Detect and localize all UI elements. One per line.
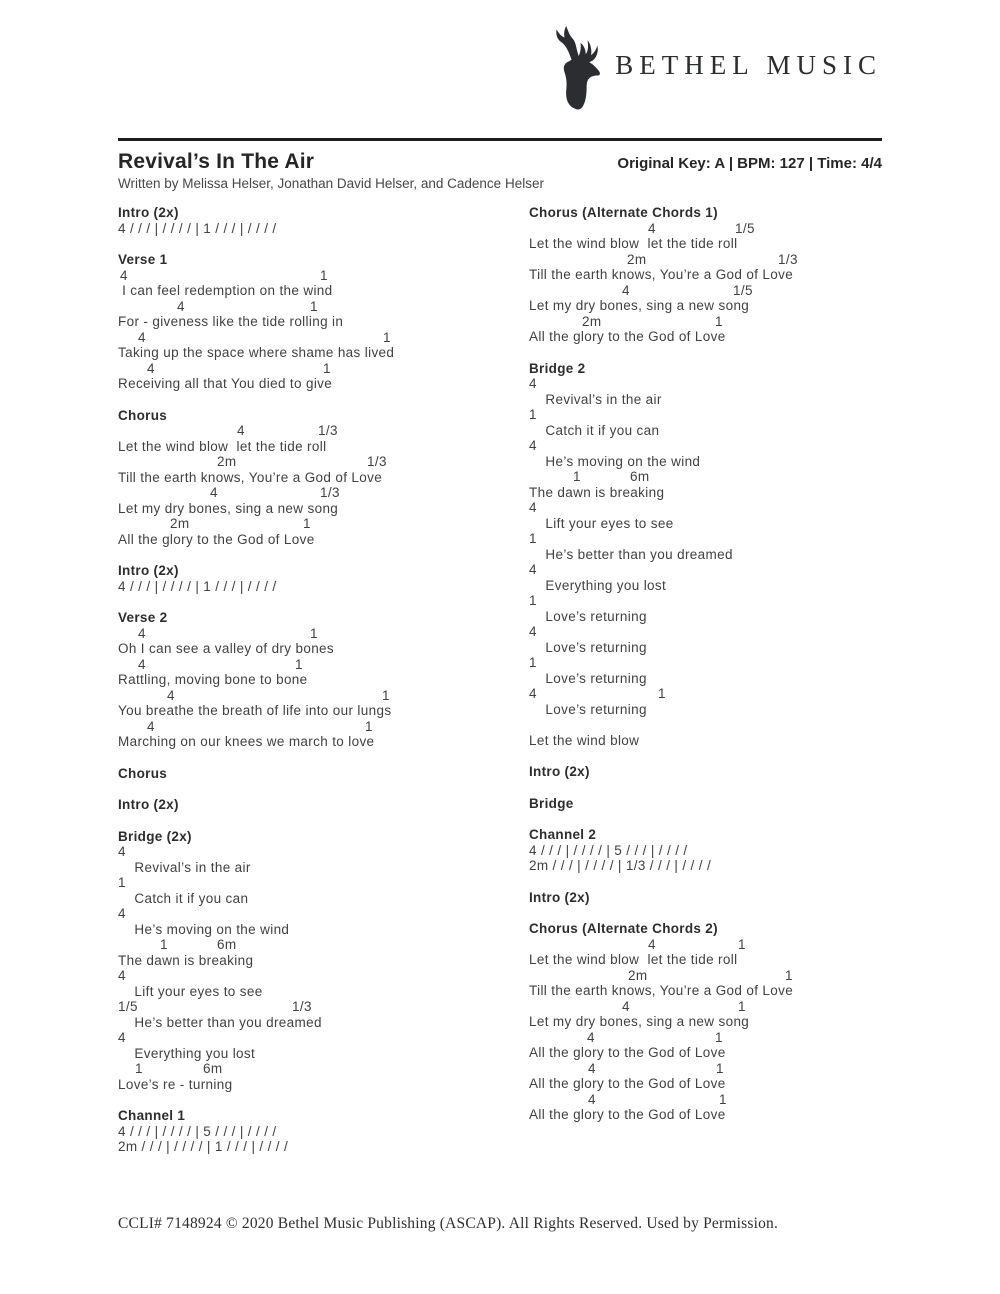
chord: 4: [237, 423, 245, 438]
song-section: [529, 764, 894, 780]
chord: 4: [529, 562, 537, 577]
chord-line: [118, 1061, 529, 1077]
chord-line: [529, 438, 894, 454]
chord: 4: [529, 438, 537, 453]
chord: 1/3: [320, 485, 340, 500]
lyric-line: Everything you lost: [118, 1045, 256, 1061]
chord: 4: [147, 360, 155, 376]
lyric-line: Love’s returning: [529, 639, 647, 655]
song-section: [529, 796, 894, 812]
pattern-line: 4 / / / | / / / / | 5 / / / | / / / /: [529, 842, 688, 858]
chord-line: [118, 1030, 529, 1046]
chord: 1: [382, 687, 390, 703]
song-section: [118, 610, 529, 750]
chord: 1/3: [778, 251, 798, 267]
section-title: Chorus (Alternate Chords 2): [529, 921, 718, 936]
chord: 4: [622, 282, 630, 298]
lyric-line: He’s better than you dreamed: [529, 546, 733, 562]
chord: 4: [648, 220, 656, 236]
chord: 2m: [627, 251, 647, 267]
lyric-line: He’s moving on the wind: [529, 453, 701, 469]
chord: 1: [529, 407, 537, 422]
chord-line: [529, 531, 894, 547]
section-title: Intro (2x): [529, 889, 590, 905]
lyric-line: Receiving all that You died to give: [118, 376, 333, 391]
chord: 1: [320, 267, 328, 283]
lyric-line: Let my dry bones, sing a new song: [529, 298, 750, 313]
lyric-line: Love’s re - turning: [118, 1076, 233, 1092]
chord: 4: [177, 298, 185, 314]
section-title: Channel 1: [118, 1108, 186, 1123]
chord: 1: [658, 686, 666, 701]
chord: 4: [587, 1029, 595, 1045]
section-title: Chorus: [118, 765, 168, 781]
lyric-line: All the glory to the God of Love: [118, 531, 315, 547]
lyric-line: Till the earth knows, You’re a God of Love: [529, 267, 794, 282]
chord-line: [118, 657, 529, 673]
chord: 4: [138, 329, 146, 345]
lyric-line: I can feel redemption on the wind: [118, 283, 333, 298]
chord: 1: [310, 625, 318, 641]
lyric-line: Till the earth knows, You’re a God of Love: [529, 983, 794, 998]
chord: 4: [118, 968, 126, 983]
song-section: [118, 1108, 529, 1155]
lyric-line: Marching on our knees we march to love: [118, 734, 375, 749]
chord-line: [118, 626, 529, 642]
chord: 1: [365, 718, 373, 734]
chord-line: [529, 500, 894, 516]
chord: 4: [588, 1091, 596, 1107]
chord: 4: [167, 687, 175, 703]
chord-line: [118, 719, 529, 735]
lyric-line: You breathe the breath of life into our lungs: [118, 703, 392, 718]
song-title: Revival’s In The Air: [118, 150, 315, 173]
lyric-line: All the glory to the God of Love: [529, 1107, 726, 1122]
chord-line: [118, 299, 529, 315]
chord-line: [118, 330, 529, 346]
lyric-line: Love’s returning: [529, 608, 647, 624]
chord-line: [529, 999, 894, 1015]
chord: 1: [303, 516, 311, 531]
lyric-line: [529, 717, 894, 733]
pattern-line: 4 / / / | / / / / | 1 / / / | / / / /: [118, 220, 277, 236]
chord: 4: [588, 1060, 596, 1076]
chord: 4: [147, 718, 155, 734]
lyric-line: Let the wind blow: [529, 732, 640, 748]
chord-line: [529, 1030, 894, 1046]
chord: 4: [622, 998, 630, 1014]
chord: 1/3: [318, 423, 338, 438]
lyric-line: He’s better than you dreamed: [118, 1014, 322, 1030]
song-section: [529, 361, 894, 749]
lyric-line: Rattling, moving bone to bone: [118, 672, 308, 687]
chord: 4: [529, 686, 537, 701]
chord-line: [529, 252, 894, 268]
chord: 1: [738, 936, 746, 952]
chord-line: [529, 655, 894, 671]
chord-line: [118, 688, 529, 704]
chord: 1/5: [118, 999, 138, 1014]
divider-rule: [118, 138, 882, 141]
chord: 1/3: [292, 999, 312, 1014]
lyric-line: Everything you lost: [529, 577, 667, 593]
chord: 4: [138, 656, 146, 672]
deer-icon: [545, 24, 607, 112]
chord-line: [529, 314, 894, 330]
chord-line: [118, 268, 529, 284]
chord: 1: [135, 1061, 143, 1076]
chord-line: [529, 968, 894, 984]
lyric-line: Revival’s in the air: [118, 859, 251, 875]
chord-line: [118, 485, 529, 501]
chord: 1: [573, 469, 581, 484]
chord: 4: [529, 624, 537, 639]
lyric-line: Lift your eyes to see: [529, 515, 674, 531]
song-section: [118, 205, 529, 236]
chord: 6m: [630, 469, 650, 484]
chord: 1: [785, 967, 793, 983]
lyric-line: Love’s returning: [529, 670, 647, 686]
pattern-line: 4 / / / | / / / / | 1 / / / | / / / /: [118, 578, 277, 594]
writers-credit: Written by Melissa Helser, Jonathan David Helser, and Cadence Helser: [118, 176, 544, 191]
chord: 6m: [217, 937, 237, 952]
lyric-line: The dawn is breaking: [118, 952, 254, 968]
song-meta: Original Key: A | BPM: 127 | Time: 4/4: [617, 155, 882, 172]
lyric-line: Let my dry bones, sing a new song: [118, 500, 339, 516]
lyric-line: Love’s returning: [529, 701, 647, 717]
lyric-line: Let the wind blow let the tide roll: [529, 236, 738, 251]
song-section: [118, 563, 529, 594]
section-title: Intro (2x): [118, 563, 179, 578]
chord-line: [529, 1092, 894, 1108]
title-row: [118, 150, 882, 174]
chord: 1: [738, 998, 746, 1014]
lyric-line: All the glory to the God of Love: [529, 329, 726, 344]
song-section: [529, 890, 894, 906]
brand-wordmark: BETHEL MUSIC: [615, 49, 882, 80]
section-title: Verse 2: [118, 610, 168, 625]
song-section: [118, 766, 529, 782]
section-title: Chorus (Alternate Chords 1): [529, 205, 718, 220]
chord: 1: [310, 298, 318, 314]
lyric-line: He’s moving on the wind: [118, 921, 290, 937]
chord-line: [529, 593, 894, 609]
chord-line: [529, 407, 894, 423]
chord-line: [529, 376, 894, 392]
song-section: [118, 829, 529, 1093]
chord: 4: [138, 625, 146, 641]
lyric-line: All the glory to the God of Love: [529, 1045, 726, 1060]
lyric-line: Till the earth knows, You’re a God of Love: [118, 469, 383, 485]
song-section: [529, 921, 894, 1123]
lyric-line: Let the wind blow let the tide roll: [118, 438, 327, 454]
chord: 4: [118, 1030, 126, 1045]
chord: 1: [715, 1029, 723, 1045]
chord: 1/3: [367, 454, 387, 469]
lyric-line: Let my dry bones, sing a new song: [529, 1014, 750, 1029]
copyright-footer: CCLI# 7148924 © 2020 Bethel Music Publishing (ASCAP). All Rights Reserved. Used by Permission.: [118, 1215, 779, 1232]
lyric-line: Revival’s in the air: [529, 391, 662, 407]
chord-line: [118, 968, 529, 984]
section-title: Intro (2x): [529, 764, 590, 779]
column-right: [529, 205, 894, 1139]
section-title: Verse 1: [118, 252, 168, 267]
chord-line: [529, 283, 894, 299]
chord: 2m: [170, 516, 190, 531]
lyric-line: Catch it if you can: [529, 422, 660, 438]
chord-line: [529, 937, 894, 953]
column-left: [118, 205, 529, 1171]
chord-line: [529, 1061, 894, 1077]
chord: 2m: [582, 313, 602, 329]
chord-line: [118, 875, 529, 891]
brand-logo: [0, 0, 1000, 112]
chord-line: [529, 686, 894, 702]
lyric-line: Lift your eyes to see: [118, 983, 263, 999]
chord-line: [529, 221, 894, 237]
chord-line: [118, 937, 529, 953]
chord-line: [118, 999, 529, 1015]
chord: 4: [120, 267, 128, 283]
section-title: Bridge (2x): [118, 828, 192, 844]
chord-line: [118, 844, 529, 860]
chord-line: [118, 516, 529, 532]
chord: 1: [160, 937, 168, 952]
chord: 1: [295, 656, 303, 672]
chord: 1: [529, 593, 537, 608]
chart-columns: [118, 205, 1000, 1171]
section-title: Intro (2x): [118, 797, 179, 812]
chord-line: [529, 469, 894, 485]
chord: 1: [383, 329, 391, 345]
chord-line: [118, 361, 529, 377]
chord: 4: [210, 485, 218, 500]
chord: 4: [529, 376, 537, 391]
pattern-line: 2m / / / | / / / / | 1 / / / | / / / /: [118, 1139, 289, 1154]
chord-line: [529, 562, 894, 578]
chord-line: [118, 423, 529, 439]
chord-line: [118, 454, 529, 470]
song-section: [529, 827, 894, 874]
chord: 1: [529, 655, 537, 670]
lyric-line: Let the wind blow let the tide roll: [529, 952, 738, 967]
chord: 4: [118, 906, 126, 921]
chord: 1/5: [735, 220, 755, 236]
chord: 1: [716, 1060, 724, 1076]
chord: 1: [529, 531, 537, 546]
chord: 2m: [217, 454, 237, 469]
lyric-line: Oh I can see a valley of dry bones: [118, 641, 335, 656]
chord: 4: [648, 936, 656, 952]
chord: 4: [529, 500, 537, 515]
song-section: [118, 797, 529, 813]
lyric-line: For - giveness like the tide rolling in: [118, 314, 344, 329]
chord-line: [118, 906, 529, 922]
section-title: Channel 2: [529, 827, 597, 842]
song-section: [529, 205, 894, 345]
lyric-line: Taking up the space where shame has lived: [118, 345, 395, 360]
song-section: [118, 252, 529, 392]
section-title: Chorus: [118, 407, 168, 423]
chord-line: [529, 624, 894, 640]
pattern-line: 4 / / / | / / / / | 5 / / / | / / / /: [118, 1123, 277, 1139]
chord: 4: [118, 844, 126, 859]
section-title: Bridge 2: [529, 360, 586, 376]
section-title: Intro (2x): [118, 205, 179, 220]
chord: 1: [323, 360, 331, 376]
chord: 2m: [628, 967, 648, 983]
pattern-line: 2m / / / | / / / / | 1/3 / / / | / / / /: [529, 858, 712, 873]
song-section: [118, 408, 529, 548]
chord: 1/5: [733, 282, 753, 298]
section-title: Bridge: [529, 795, 574, 811]
chord: 1: [715, 313, 723, 329]
lyric-line: Catch it if you can: [118, 890, 249, 906]
lyric-line: All the glory to the God of Love: [529, 1076, 726, 1091]
chord: 6m: [203, 1061, 223, 1076]
lyric-line: The dawn is breaking: [529, 484, 665, 500]
chord: 1: [719, 1091, 727, 1107]
chord: 1: [118, 875, 126, 890]
